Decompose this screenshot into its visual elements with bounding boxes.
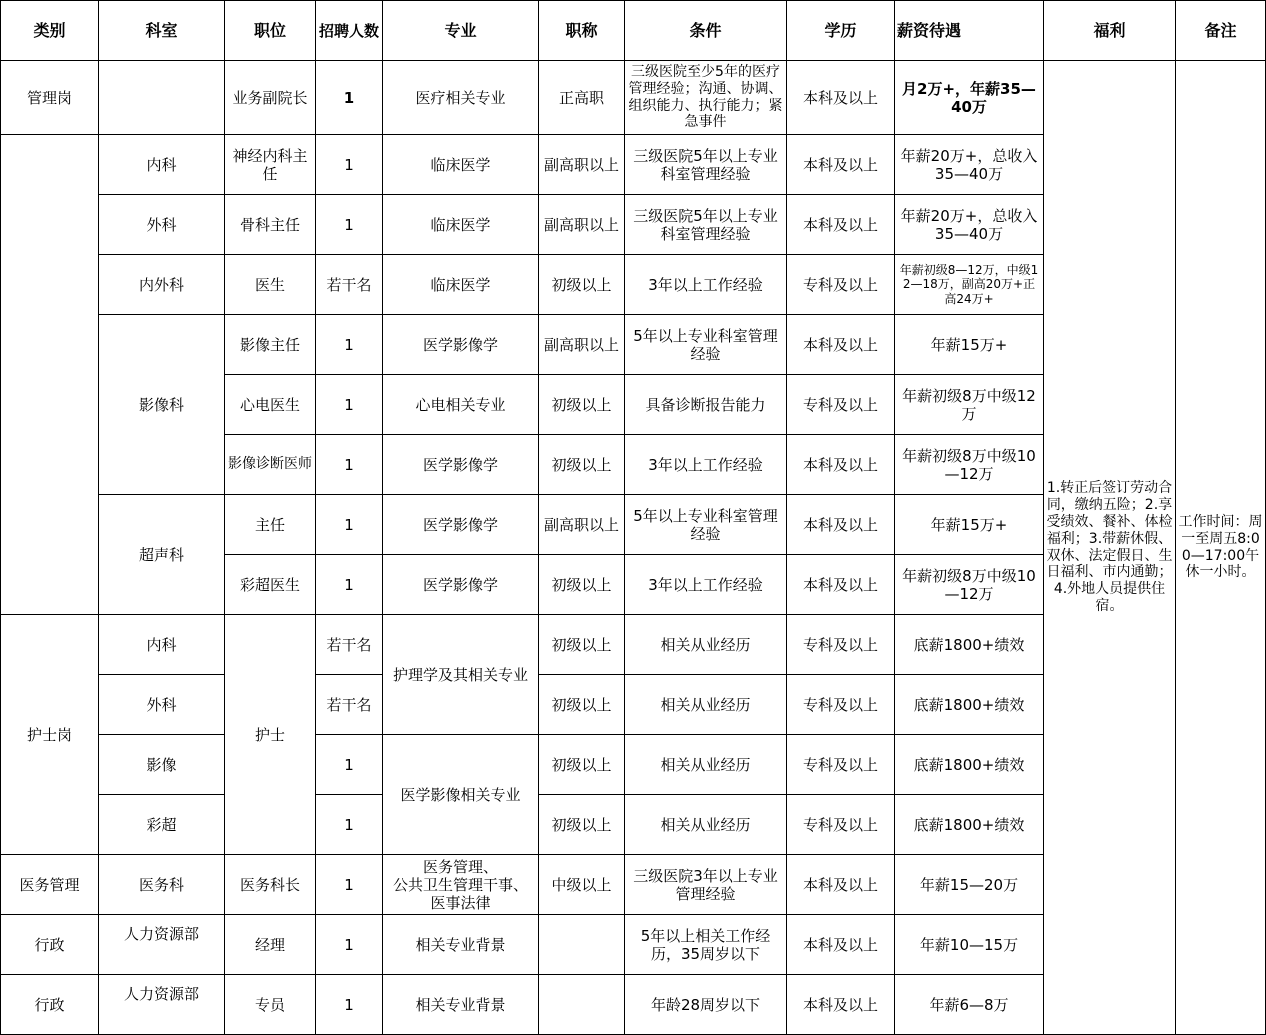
cell-headcount: 1 bbox=[316, 495, 383, 555]
major-line: 医事法律 bbox=[430, 893, 491, 912]
cell-salary: 年薪15万+ bbox=[895, 315, 1044, 375]
cell-position: 医务科长 bbox=[225, 855, 316, 915]
cell-condition: 相关从业经历 bbox=[625, 735, 787, 795]
cell-position: 骨科主任 bbox=[225, 195, 316, 255]
cell-headcount: 若干名 bbox=[316, 675, 383, 735]
cell-headcount: 1 bbox=[316, 975, 383, 1035]
cell-title bbox=[539, 975, 625, 1035]
cell-headcount: 1 bbox=[316, 915, 383, 975]
cell-headcount: 1 bbox=[316, 61, 383, 135]
header-education: 学历 bbox=[787, 1, 895, 61]
cell-headcount: 若干名 bbox=[316, 255, 383, 315]
cell-condition: 相关从业经历 bbox=[625, 795, 787, 855]
header-row bbox=[1, 1, 1266, 61]
cell-salary: 底薪1800+绩效 bbox=[895, 675, 1044, 735]
cell-headcount: 1 bbox=[316, 855, 383, 915]
cell-salary: 年薪20万+，总收入35—40万 bbox=[895, 135, 1044, 195]
header-salary: 薪资待遇 bbox=[895, 1, 1044, 61]
cell-department: 内科 bbox=[99, 135, 225, 195]
cell-title: 副高职以上 bbox=[539, 495, 625, 555]
cell-position: 神经内科主任 bbox=[225, 135, 316, 195]
cell-department: 彩超 bbox=[99, 795, 225, 855]
header-condition: 条件 bbox=[625, 1, 787, 61]
cell-headcount: 1 bbox=[316, 135, 383, 195]
cell-title: 初级以上 bbox=[539, 675, 625, 735]
header-welfare: 福利 bbox=[1044, 1, 1176, 61]
cell-major: 医学影像学 bbox=[383, 315, 539, 375]
cell-condition: 具备诊断报告能力 bbox=[625, 375, 787, 435]
header-department: 科室 bbox=[99, 1, 225, 61]
cell-position: 医生 bbox=[225, 255, 316, 315]
cell-salary: 年薪初级8万中级10—12万 bbox=[895, 435, 1044, 495]
cell-condition: 3年以上工作经验 bbox=[625, 435, 787, 495]
cell-major: 医学影像相关专业 bbox=[383, 735, 539, 855]
cell-department: 内外科 bbox=[99, 255, 225, 315]
cell-department: 影像科 bbox=[99, 315, 225, 495]
cell-education: 本科及以上 bbox=[787, 315, 895, 375]
cell-position: 经理 bbox=[225, 915, 316, 975]
major-line: 医务管理、 bbox=[422, 857, 498, 876]
cell-salary: 底薪1800+绩效 bbox=[895, 795, 1044, 855]
cell-education: 本科及以上 bbox=[787, 135, 895, 195]
cell-major bbox=[383, 855, 539, 915]
cell-title: 副高职以上 bbox=[539, 315, 625, 375]
cell-education: 专科及以上 bbox=[787, 255, 895, 315]
cell-category: 医务管理 bbox=[1, 855, 99, 915]
cell-category: 护士岗 bbox=[1, 615, 99, 855]
cell-condition: 3年以上工作经验 bbox=[625, 555, 787, 615]
cell-title: 初级以上 bbox=[539, 795, 625, 855]
cell-major: 心电相关专业 bbox=[383, 375, 539, 435]
cell-condition: 相关从业经历 bbox=[625, 615, 787, 675]
cell-category: 行政 bbox=[1, 975, 99, 1035]
cell-major: 相关专业背景 bbox=[383, 975, 539, 1035]
cell-major: 医疗相关专业 bbox=[383, 61, 539, 135]
welfare-cell: 1.转正后签订劳动合同，缴纳五险；2.享受绩效、餐补、体检福利；3.带薪休假、双休、法定假日、生日福利、市内通勤；4.外地人员提供住宿。 bbox=[1044, 61, 1176, 1035]
cell-department: 超声科 bbox=[99, 495, 225, 615]
cell-title bbox=[539, 915, 625, 975]
cell-headcount: 若干名 bbox=[316, 615, 383, 675]
cell-title: 副高职以上 bbox=[539, 135, 625, 195]
cell-salary: 年薪15万+ bbox=[895, 495, 1044, 555]
cell-salary: 月2万+，年薪35—40万 bbox=[895, 61, 1044, 135]
cell-title: 初级以上 bbox=[539, 435, 625, 495]
cell-condition: 年龄28周岁以下 bbox=[625, 975, 787, 1035]
header-title: 职称 bbox=[539, 1, 625, 61]
cell-department: 外科 bbox=[99, 195, 225, 255]
cell-position: 彩超医生 bbox=[225, 555, 316, 615]
cell-title: 初级以上 bbox=[539, 555, 625, 615]
header-category: 类别 bbox=[1, 1, 99, 61]
cell-condition: 5年以上专业科室管理经验 bbox=[625, 315, 787, 375]
cell-salary: 年薪20万+，总收入35—40万 bbox=[895, 195, 1044, 255]
cell-department: 影像 bbox=[99, 735, 225, 795]
cell-salary: 年薪初级8万中级10—12万 bbox=[895, 555, 1044, 615]
cell-education: 专科及以上 bbox=[787, 615, 895, 675]
cell-category: 管理岗 bbox=[1, 61, 99, 135]
cell-condition: 相关从业经历 bbox=[625, 675, 787, 735]
cell-headcount: 1 bbox=[316, 315, 383, 375]
cell-department bbox=[99, 61, 225, 135]
cell-major: 医学影像学 bbox=[383, 435, 539, 495]
cell-position: 护士 bbox=[225, 615, 316, 855]
cell-condition: 三级医院5年以上专业科室管理经验 bbox=[625, 135, 787, 195]
cell-position: 业务副院长 bbox=[225, 61, 316, 135]
cell-position: 影像诊断医师 bbox=[225, 435, 316, 495]
cell-education: 本科及以上 bbox=[787, 915, 895, 975]
cell-title: 中级以上 bbox=[539, 855, 625, 915]
cell-education: 本科及以上 bbox=[787, 555, 895, 615]
header-headcount: 招聘人数 bbox=[316, 1, 383, 61]
cell-condition: 三级医院至少5年的医疗管理经验；沟通、协调、组织能力、执行能力；紧急事件 bbox=[625, 61, 787, 135]
cell-condition: 三级医院5年以上专业科室管理经验 bbox=[625, 195, 787, 255]
cell-headcount: 1 bbox=[316, 735, 383, 795]
cell-major: 临床医学 bbox=[383, 255, 539, 315]
cell-major: 临床医学 bbox=[383, 135, 539, 195]
cell-condition: 5年以上相关工作经历，35周岁以下 bbox=[625, 915, 787, 975]
cell-major: 临床医学 bbox=[383, 195, 539, 255]
cell-salary: 年薪6—8万 bbox=[895, 975, 1044, 1035]
cell-title: 初级以上 bbox=[539, 615, 625, 675]
cell-salary: 年薪初级8—12万，中级12—18万，副高20万+正高24万+ bbox=[895, 255, 1044, 315]
cell-position: 影像主任 bbox=[225, 315, 316, 375]
header-major: 专业 bbox=[383, 1, 539, 61]
cell-department: 人力资源部 bbox=[99, 975, 225, 1035]
cell-education: 专科及以上 bbox=[787, 675, 895, 735]
cell-salary: 年薪10—15万 bbox=[895, 915, 1044, 975]
cell-category bbox=[1, 135, 99, 615]
remark-cell: 工作时间：周一至周五8:00—17:00午休一小时。 bbox=[1176, 61, 1266, 1035]
cell-salary: 年薪15—20万 bbox=[895, 855, 1044, 915]
cell-major: 护理学及其相关专业 bbox=[383, 615, 539, 735]
cell-position: 专员 bbox=[225, 975, 316, 1035]
cell-salary: 底薪1800+绩效 bbox=[895, 735, 1044, 795]
cell-education: 本科及以上 bbox=[787, 435, 895, 495]
cell-condition: 三级医院3年以上专业管理经验 bbox=[625, 855, 787, 915]
cell-position: 主任 bbox=[225, 495, 316, 555]
cell-headcount: 1 bbox=[316, 555, 383, 615]
cell-headcount: 1 bbox=[316, 375, 383, 435]
cell-education: 本科及以上 bbox=[787, 195, 895, 255]
cell-department: 外科 bbox=[99, 675, 225, 735]
cell-education: 专科及以上 bbox=[787, 375, 895, 435]
cell-headcount: 1 bbox=[316, 795, 383, 855]
cell-education: 专科及以上 bbox=[787, 735, 895, 795]
cell-major: 医学影像学 bbox=[383, 555, 539, 615]
cell-title: 副高职以上 bbox=[539, 195, 625, 255]
cell-education: 本科及以上 bbox=[787, 855, 895, 915]
cell-salary: 底薪1800+绩效 bbox=[895, 615, 1044, 675]
cell-category: 行政 bbox=[1, 915, 99, 975]
cell-position: 心电医生 bbox=[225, 375, 316, 435]
header-position: 职位 bbox=[225, 1, 316, 61]
cell-major: 相关专业背景 bbox=[383, 915, 539, 975]
cell-education: 本科及以上 bbox=[787, 495, 895, 555]
cell-condition: 3年以上工作经验 bbox=[625, 255, 787, 315]
major-line: 公共卫生管理干事、 bbox=[392, 875, 528, 894]
cell-title: 初级以上 bbox=[539, 735, 625, 795]
cell-department: 医务科 bbox=[99, 855, 225, 915]
cell-education: 本科及以上 bbox=[787, 975, 895, 1035]
cell-headcount: 1 bbox=[316, 195, 383, 255]
header-remark: 备注 bbox=[1176, 1, 1266, 61]
cell-title: 正高职 bbox=[539, 61, 625, 135]
cell-department: 内科 bbox=[99, 615, 225, 675]
cell-condition: 5年以上专业科室管理经验 bbox=[625, 495, 787, 555]
cell-headcount: 1 bbox=[316, 435, 383, 495]
cell-major: 医学影像学 bbox=[383, 495, 539, 555]
cell-education: 专科及以上 bbox=[787, 795, 895, 855]
cell-education: 本科及以上 bbox=[787, 61, 895, 135]
table-row bbox=[1, 61, 1266, 135]
cell-department: 人力资源部 bbox=[99, 915, 225, 975]
cell-salary: 年薪初级8万中级12万 bbox=[895, 375, 1044, 435]
cell-title: 初级以上 bbox=[539, 255, 625, 315]
cell-title: 初级以上 bbox=[539, 375, 625, 435]
